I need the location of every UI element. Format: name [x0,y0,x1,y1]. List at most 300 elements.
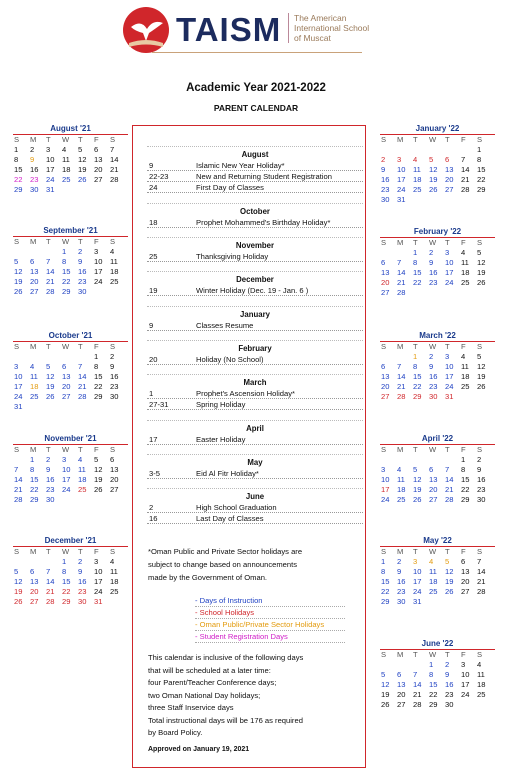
calendar-info: This calendar is inclusive of the following days [148,653,304,662]
weekday-label: W [62,547,70,556]
weekday-label: T [413,650,418,659]
section-divider [147,420,363,421]
header-divider [152,52,362,53]
month-section-title: December [236,275,274,284]
day-cell: 1 [62,247,67,256]
event-date: 22-23 [149,172,169,181]
day-cell: 17 [14,382,23,391]
day-cell: 12 [477,362,486,371]
day-cell: 17 [445,268,454,277]
event-row [147,172,363,182]
month-title: November '21 [13,434,128,445]
day-cell: 18 [461,372,470,381]
day-cell: 20 [62,382,71,391]
day-cell: 11 [78,465,86,474]
day-cell: 23 [78,587,87,596]
event-description: Eid Al Fitr Holiday* [196,469,259,478]
day-cell: 19 [14,277,23,286]
day-cell: 3 [46,145,51,154]
holiday-note: subject to change based on announcements [148,560,298,569]
day-cell: 20 [429,485,438,494]
day-cell: 10 [397,165,406,174]
day-cell: 10 [381,475,390,484]
day-cell: 6 [397,670,402,679]
day-cell: 31 [397,195,406,204]
weekday-label: F [461,445,466,454]
day-cell: 26 [445,587,454,596]
day-cell: 26 [94,485,103,494]
event-date: 9 [149,161,154,170]
day-cell: 28 [477,587,486,596]
event-row [147,503,363,513]
day-cell: 12 [94,465,103,474]
day-cell: 4 [461,352,466,361]
day-cell: 23 [445,690,454,699]
day-cell: 18 [62,165,71,174]
day-cell: 1 [477,145,482,154]
day-cell: 11 [477,670,485,679]
event-description: Islamic New Year Holiday* [196,161,285,170]
day-cell: 12 [14,267,23,276]
day-cell: 14 [14,475,23,484]
weekday-label: M [30,547,37,556]
day-cell: 29 [413,392,422,401]
day-cell: 31 [413,597,422,606]
empty-cell [396,248,412,258]
event-description: High School Graduation [196,503,277,512]
day-cell: 21 [78,382,87,391]
day-cell: 8 [429,670,434,679]
day-cell: 4 [110,557,115,566]
day-cell: 18 [413,175,422,184]
day-cell: 26 [46,392,55,401]
day-cell: 13 [62,372,71,381]
empty-cell [45,247,61,257]
event-date: 19 [149,286,158,295]
day-cell: 22 [413,382,422,391]
calendar-info: three Staff Inservice days [148,703,234,712]
weekday-label: F [94,135,99,144]
weekday-label: S [14,237,20,246]
day-cell: 7 [110,145,115,154]
day-cell: 10 [94,567,103,576]
weekday-label: S [381,547,387,556]
day-cell: 4 [30,362,35,371]
day-cell: 11 [413,165,421,174]
month-title: March '22 [380,331,495,342]
section-divider [147,271,363,272]
event-description: Winter Holiday (Dec. 19 - Jan. 6 ) [196,286,309,295]
weekday-label: W [62,237,70,246]
day-cell: 1 [461,455,466,464]
empty-cell [13,352,29,362]
day-cell: 11 [62,155,70,164]
day-cell: 8 [14,155,19,164]
calendar-info: two Oman National Day holidays; [148,690,261,700]
day-cell: 30 [381,195,390,204]
section-divider [147,454,363,455]
day-cell: 29 [30,495,39,504]
day-cell: 2 [429,352,434,361]
weekday-label: T [78,342,83,351]
day-cell: 24 [461,690,470,699]
day-cell: 4 [461,248,466,257]
day-cell: 28 [14,495,23,504]
day-cell: 15 [461,475,470,484]
event-row [147,400,363,410]
day-cell: 7 [413,670,418,679]
day-cell: 1 [429,660,434,669]
day-cell: 3 [445,248,450,257]
weekday-label: T [46,342,51,351]
section-divider [147,146,363,147]
weekday-label: W [62,445,70,454]
day-cell: 28 [78,392,87,401]
event-date: 27-31 [149,400,169,409]
day-cell: 25 [30,392,39,401]
day-cell: 8 [413,362,418,371]
day-cell: 5 [413,465,418,474]
weekday-label: T [413,238,418,247]
weekday-label: T [445,547,450,556]
day-cell: 27 [445,185,454,194]
day-cell: 18 [78,475,87,484]
weekday-label: S [110,547,116,556]
day-cell: 21 [110,165,119,174]
day-cell: 2 [78,557,83,566]
weekday-label: S [477,238,483,247]
day-cell: 26 [381,700,390,709]
day-cell: 7 [445,465,450,474]
holiday-note: *Oman Public and Private Sector holidays are [148,547,303,556]
day-cell: 5 [381,670,386,679]
day-cell: 2 [78,247,83,256]
day-cell: 2 [429,248,434,257]
day-cell: 17 [413,577,422,586]
day-cell: 5 [14,567,19,576]
weekday-label: T [445,445,450,454]
day-cell: 27 [429,495,438,504]
day-cell: 11 [429,567,437,576]
day-cell: 4 [62,145,67,154]
day-cell: 4 [110,247,115,256]
weekday-label: W [429,135,437,144]
day-cell: 3 [461,660,466,669]
day-cell: 2 [381,155,386,164]
month-section-title: May [247,458,263,467]
day-cell: 8 [62,257,67,266]
day-cell: 29 [429,700,438,709]
month-title: January '22 [380,124,495,135]
day-cell: 13 [445,165,454,174]
day-cell: 16 [445,680,454,689]
month-calendar [380,639,495,710]
event-date: 24 [149,183,158,192]
day-cell: 26 [477,382,486,391]
weekday-label: W [429,342,437,351]
empty-cell [396,455,412,465]
month-calendar [13,226,128,297]
weekday-label: T [78,135,83,144]
day-cell: 7 [461,155,466,164]
day-cell: 24 [413,587,422,596]
weekday-label: F [94,445,99,454]
legend-item: - Student Registration Days [195,632,345,643]
day-cell: 25 [429,587,438,596]
day-cell: 1 [14,145,19,154]
day-cell: 3 [445,352,450,361]
day-cell: 24 [94,277,103,286]
empty-cell [29,557,45,567]
day-cell: 24 [445,278,454,287]
day-cell: 20 [94,165,103,174]
day-cell: 9 [78,257,83,266]
day-cell: 22 [94,382,103,391]
day-cell: 17 [397,175,406,184]
weekday-label: F [461,547,466,556]
day-cell: 28 [445,495,454,504]
day-cell: 29 [14,185,23,194]
event-row [147,389,363,399]
day-cell: 18 [397,485,406,494]
section-divider [147,488,363,489]
weekday-label: S [110,237,116,246]
event-date: 1 [149,389,154,398]
month-section-title: November [235,241,275,250]
weekday-label: M [397,547,404,556]
day-cell: 8 [477,155,482,164]
day-cell: 3 [94,557,99,566]
event-description: Thanksgiving Holiday [196,252,269,261]
day-cell: 29 [477,185,486,194]
day-cell: 30 [445,700,454,709]
day-cell: 26 [429,185,438,194]
day-cell: 14 [413,680,422,689]
day-cell: 13 [461,567,470,576]
page-subtitle: PARENT CALENDAR [213,103,299,113]
day-cell: 10 [445,362,454,371]
weekday-label: T [445,135,450,144]
day-cell: 4 [477,660,482,669]
empty-cell [444,145,460,155]
day-cell: 5 [445,557,450,566]
day-cell: 30 [477,495,486,504]
weekday-label: S [110,135,116,144]
weekday-label: S [477,547,483,556]
day-cell: 8 [381,567,386,576]
day-cell: 28 [397,392,406,401]
month-title: October '21 [13,331,128,342]
day-cell: 25 [110,277,119,286]
month-section-title: March [243,378,267,387]
day-cell: 18 [429,577,438,586]
month-section-title: June [245,492,265,501]
day-cell: 14 [461,165,470,174]
day-cell: 13 [381,268,390,277]
day-cell: 22 [62,587,71,596]
day-cell: 20 [30,587,39,596]
day-cell: 30 [78,287,87,296]
weekday-label: S [14,445,20,454]
weekday-label: F [461,342,466,351]
calendar-info: Total instructional days will be 176 as required [148,715,303,725]
event-row [147,218,363,228]
day-cell: 22 [429,690,438,699]
weekday-label: S [381,650,387,659]
weekday-label: F [461,650,466,659]
day-cell: 7 [397,258,402,267]
day-cell: 11 [110,257,118,266]
day-cell: 27 [62,392,71,401]
empty-cell [428,455,444,465]
day-cell: 25 [110,587,119,596]
month-section-title: January [240,310,270,319]
day-cell: 13 [429,475,438,484]
day-cell: 15 [94,372,103,381]
day-cell: 18 [461,268,470,277]
day-cell: 6 [62,362,67,371]
day-cell: 16 [429,372,438,381]
bird-logo-icon [123,7,169,53]
logo-subtitle: The American International School of Muscat [288,13,394,43]
day-cell: 11 [461,258,469,267]
day-cell: 11 [397,475,405,484]
day-cell: 25 [461,382,470,391]
weekday-label: T [413,547,418,556]
day-cell: 12 [445,567,454,576]
empty-cell [380,145,396,155]
day-cell: 10 [413,567,422,576]
day-cell: 22 [30,485,39,494]
day-cell: 30 [429,392,438,401]
day-cell: 24 [46,175,55,184]
day-cell: 6 [381,258,386,267]
day-cell: 2 [445,660,450,669]
day-cell: 16 [477,475,486,484]
day-cell: 10 [94,257,103,266]
legend-item: - Days of Instruction [195,596,345,607]
section-divider [147,237,363,238]
day-cell: 20 [445,175,454,184]
day-cell: 9 [381,165,386,174]
day-cell: 16 [397,577,406,586]
day-cell: 12 [78,155,87,164]
day-cell: 7 [14,465,19,474]
day-cell: 13 [94,155,103,164]
weekday-label: M [397,445,404,454]
weekday-label: W [62,342,70,351]
event-row [147,435,363,445]
day-cell: 9 [477,465,482,474]
day-cell: 18 [477,680,486,689]
day-cell: 5 [46,362,51,371]
day-cell: 8 [461,465,466,474]
event-row [147,514,363,524]
empty-cell [428,145,444,155]
day-cell: 16 [78,267,87,276]
day-cell: 18 [30,382,39,391]
section-divider [147,203,363,204]
weekday-label: S [381,135,387,144]
day-cell: 21 [46,277,55,286]
holiday-note: made by the Government of Oman. [148,573,268,582]
day-cell: 20 [461,577,470,586]
day-cell: 24 [381,495,390,504]
weekday-label: T [46,135,51,144]
day-cell: 3 [397,155,402,164]
day-cell: 9 [46,465,51,474]
event-description: Last Day of Classes [196,514,264,523]
day-cell: 5 [429,155,434,164]
day-cell: 24 [62,485,71,494]
weekday-label: M [397,135,404,144]
event-description: Prophet Mohammed's Birthday Holiday* [196,218,331,227]
empty-cell [396,145,412,155]
day-cell: 2 [397,557,402,566]
empty-cell [412,455,428,465]
day-cell: 7 [477,557,482,566]
day-cell: 31 [445,392,454,401]
day-cell: 11 [461,362,469,371]
day-cell: 22 [413,278,422,287]
day-cell: 28 [413,700,422,709]
day-cell: 7 [397,362,402,371]
day-cell: 2 [46,455,51,464]
day-cell: 19 [429,175,438,184]
day-cell: 24 [94,587,103,596]
day-cell: 19 [477,372,486,381]
weekday-label: F [461,238,466,247]
weekday-label: M [30,342,37,351]
day-cell: 27 [397,700,406,709]
day-cell: 28 [46,287,55,296]
day-cell: 20 [381,278,390,287]
event-description: Easter Holiday [196,435,246,444]
day-cell: 21 [46,587,55,596]
day-cell: 2 [477,455,482,464]
month-calendar [13,536,128,607]
day-cell: 23 [110,382,119,391]
day-cell: 16 [110,372,119,381]
day-cell: 20 [30,277,39,286]
weekday-label: T [445,650,450,659]
weekday-label: T [413,342,418,351]
day-cell: 8 [413,258,418,267]
day-cell: 27 [461,587,470,596]
month-title: September '21 [13,226,128,237]
day-cell: 28 [46,597,55,606]
weekday-label: T [78,547,83,556]
day-cell: 15 [429,680,438,689]
weekday-label: S [477,342,483,351]
day-cell: 15 [62,577,71,586]
weekday-label: T [46,237,51,246]
day-cell: 17 [62,475,71,484]
day-cell: 3 [381,465,386,474]
day-cell: 16 [46,475,55,484]
empty-cell [380,248,396,258]
day-cell: 8 [62,567,67,576]
day-cell: 10 [461,670,470,679]
day-cell: 31 [94,597,103,606]
day-cell: 29 [94,392,103,401]
day-cell: 24 [14,392,23,401]
empty-cell [412,660,428,670]
weekday-label: S [14,135,20,144]
day-cell: 3 [14,362,19,371]
month-title: April '22 [380,434,495,445]
approval-date: Approved on January 19, 2021 [148,746,250,753]
